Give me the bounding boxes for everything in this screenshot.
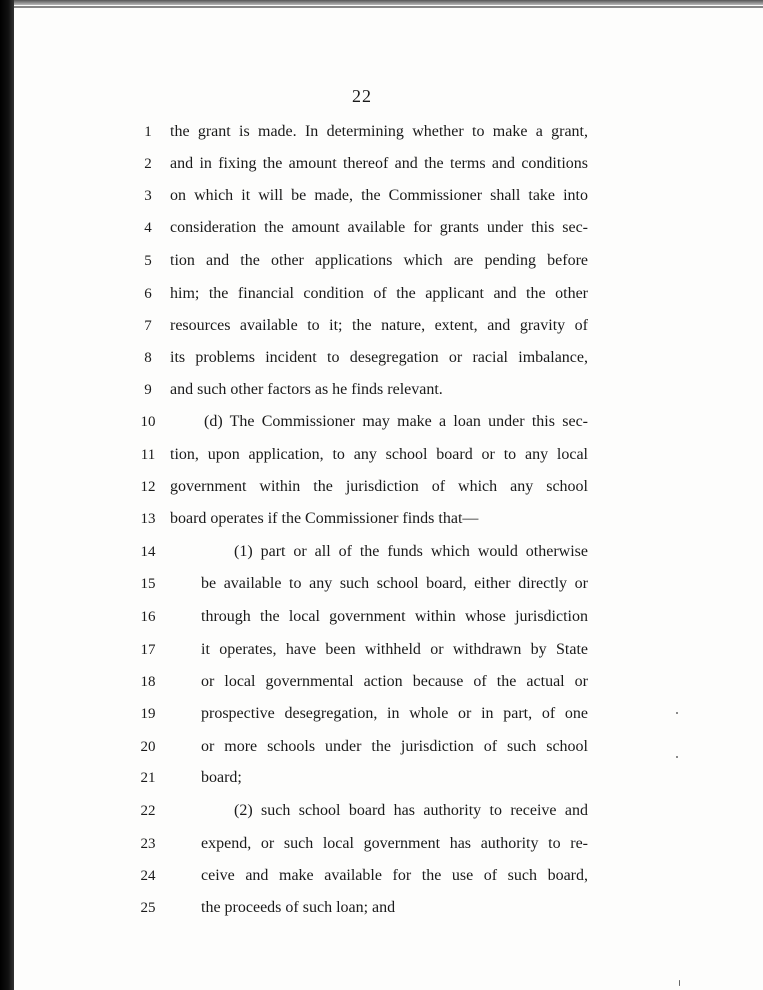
line-number: 18 [140,674,156,690]
line-number: 14 [140,544,156,560]
text-line: prospective desegregation, in whole or in part, of one [201,705,588,722]
line-number: 22 [140,803,156,819]
line-number: 25 [140,900,156,916]
line-number: 17 [140,642,156,658]
scan-speck [676,756,678,758]
text-line: him; the financial condition of the applicant and the other [170,285,588,302]
text-line: tion, upon application, to any school board or to any local [170,446,588,463]
line-number: 9 [144,382,152,398]
text-line: it operates, have been withheld or withdrawn by State [201,641,588,658]
text-line: or local governmental action because of the actual or [201,673,588,690]
text-line: the proceeds of such loan; and [201,899,396,916]
text-line: be available to any such school board, either directly or [201,575,588,592]
page-number: 22 [352,86,372,106]
line-number: 4 [144,220,152,236]
line-number: 3 [144,188,152,204]
line-number: 11 [140,447,156,463]
line-number: 6 [144,286,152,302]
text-line: consideration the amount available for grants under this sec- [170,219,588,236]
line-number: 23 [140,836,156,852]
line-number: 1 [144,124,152,140]
scan-edge-line [14,6,763,8]
scan-speck [676,712,678,714]
text-line: resources available to it; the nature, extent, and gravity of [170,317,588,334]
text-line: (d) The Commissioner may make a loan under this sec- [204,413,588,430]
scan-edge-left [0,0,14,990]
text-line: expend, or such local government has authority to re- [201,835,588,852]
text-line: through the local government within whose jurisdiction [201,608,588,625]
line-number: 8 [144,350,152,366]
text-line: its problems incident to desegregation or racial imbalance, [170,349,588,366]
line-number: 20 [140,739,156,755]
line-number: 15 [140,576,156,592]
text-line: the grant is made. In determining whether to make a grant, [170,123,588,140]
line-number: 16 [140,609,156,625]
line-number: 10 [140,414,156,430]
line-number: 5 [144,253,152,269]
line-number: 7 [144,318,152,334]
text-line: board; [201,769,242,786]
line-number: 2 [144,156,152,172]
text-line: on which it will be made, the Commissioner shall take into [170,187,588,204]
text-line: tion and the other applications which are pending before [170,252,588,269]
line-number: 24 [140,868,156,884]
text-line: board operates if the Commissioner finds that— [170,510,479,527]
text-line: or more schools under the jurisdiction of such school [201,738,588,755]
line-number: 19 [140,706,156,722]
scan-edge-top [0,0,763,5]
scan-speck [679,980,680,986]
text-line: and such other factors as he finds relevant. [170,381,443,398]
text-line: (1) part or all of the funds which would otherwise [234,543,588,560]
text-line: government within the jurisdiction of which any school [170,478,588,495]
line-number: 12 [140,479,156,495]
line-number: 13 [140,511,156,527]
text-line: (2) such school board has authority to receive and [234,802,588,819]
line-number: 21 [140,770,156,786]
text-line: ceive and make available for the use of such board, [201,867,588,884]
text-line: and in fixing the amount thereof and the terms and conditions [170,155,588,172]
